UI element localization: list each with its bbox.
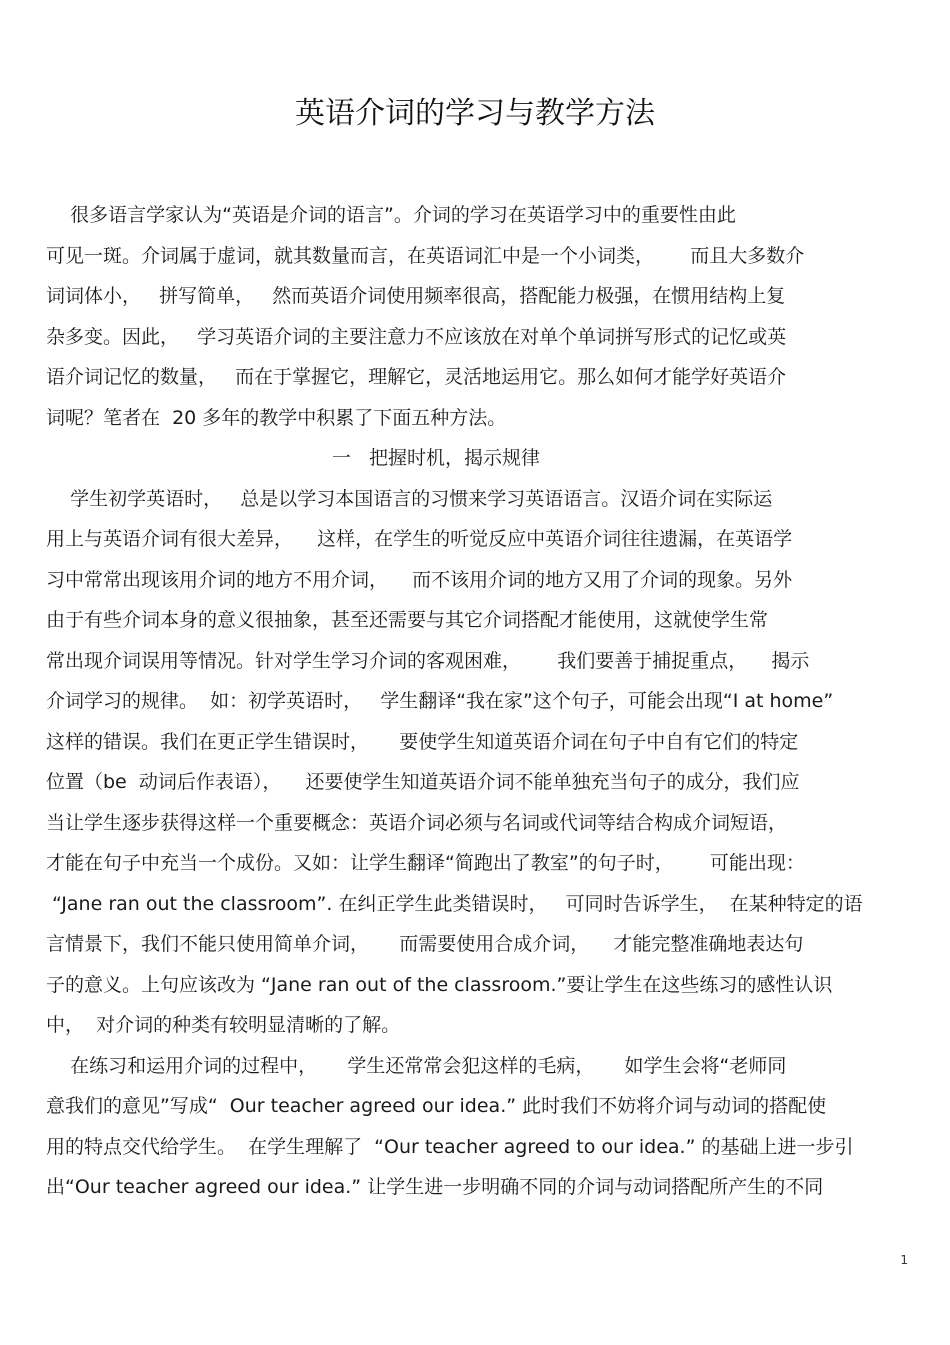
body-line: 意我们的意见”写成“ Our teacher agreed our idea.” 此时我们不妨将介词与动词的搭配使 xyxy=(46,1095,827,1117)
body-line: 语介词记忆的数量， 而在于掌握它，理解它，灵活地运用它。那么如何才能学好英语介 xyxy=(46,366,787,388)
body-line: 用上与英语介词有很大差异， 这样，在学生的听觉反应中英语介词往往遗漏，在英语学 xyxy=(46,528,793,550)
body-line: 位置（be 动词后作表语）， 还要使学生知道英语介词不能单独充当句子的成分，我们应 xyxy=(46,771,800,793)
body-line: 杂多变。因此， 学习英语介词的主要注意力不应该放在对单个单词拼写形式的记忆或英 xyxy=(46,325,787,348)
body-line: 出“Our teacher agreed our idea.” 让学生进一步明确不同的介词与动词搭配所产生的不同 xyxy=(46,1176,824,1198)
body-line: 当让学生逐步获得这样一个重要概念：英语介词必须与名词或代词等结合构成介词短语， xyxy=(46,811,788,834)
body-line: 常出现介词误用等情况。针对学生学习介词的客观困难， 我们要善于捕捉重点， 揭示 xyxy=(46,649,810,672)
body-line: 词词体小， 拼写简单， 然而英语介词使用频率很高，搭配能力极强，在惯用结构上复 xyxy=(46,285,786,307)
document-title: 英语介词的学习与教学方法 xyxy=(295,96,655,131)
body-line: 言情景下，我们不能只使用简单介词， 而需要使用合成介词， 才能完整准确地表达句 xyxy=(46,933,804,955)
body-line: 这样的错误。我们在更正学生错误时， 要使学生知道英语介词在句子中自有它们的特定 xyxy=(46,730,799,753)
body-line: 可见一斑。介词属于虚词，就其数量而言，在英语词汇中是一个小词类， 而且大多数介 xyxy=(46,244,805,267)
body-line: 词呢？笔者在 20 多年的教学中积累了下面五种方法。 xyxy=(46,406,507,429)
body-line: 用的特点交代给学生。 在学生理解了 “Our teacher agreed to our idea.” 的基础上进一步引 xyxy=(46,1135,854,1158)
body-line: 习中常常出现该用介词的地方不用介词， 而不该用介词的地方又用了介词的现象。另外 xyxy=(46,568,793,591)
body-line: 学生初学英语时， 总是以学习本国语言的习惯来学习英语语言。汉语介词在实际运 xyxy=(46,487,773,510)
section-heading: 一 把握时机，揭示规律 xyxy=(331,447,541,469)
body-line: 介词学习的规律。 如：初学英语时， 学生翻译“我在家”这个句子，可能会出现“I at home” xyxy=(46,690,834,712)
body-line: 由于有些介词本身的意义很抽象，甚至还需要与其它介词搭配才能使用，这就使学生常 xyxy=(46,609,769,631)
body-line: 中， 对介词的种类有较明显清晰的了解。 xyxy=(46,1014,401,1036)
body-line: 很多语言学家认为“英语是介词的语言”。介词的学习在英语学习中的重要性由此 xyxy=(46,204,736,226)
body-line: 才能在句子中充当一个成份。又如：让学生翻译“简跑出了教室”的句子时， 可能出现： xyxy=(46,852,805,874)
body-line: “Jane ran out the classroom”. 在纠正学生此类错误时， 可同时告诉学生， 在某种特定的语 xyxy=(46,892,863,915)
page-number: 1 xyxy=(900,1253,908,1267)
document-body xyxy=(46,195,906,1208)
body-line: 在练习和运用介词的过程中， 学生还常常会犯这样的毛病， 如学生会将“老师同 xyxy=(46,1054,787,1077)
body-line: 子的意义。上句应该改为 “Jane ran out of the classroom.”要让学生在这些练习的感性认识 xyxy=(46,973,833,996)
